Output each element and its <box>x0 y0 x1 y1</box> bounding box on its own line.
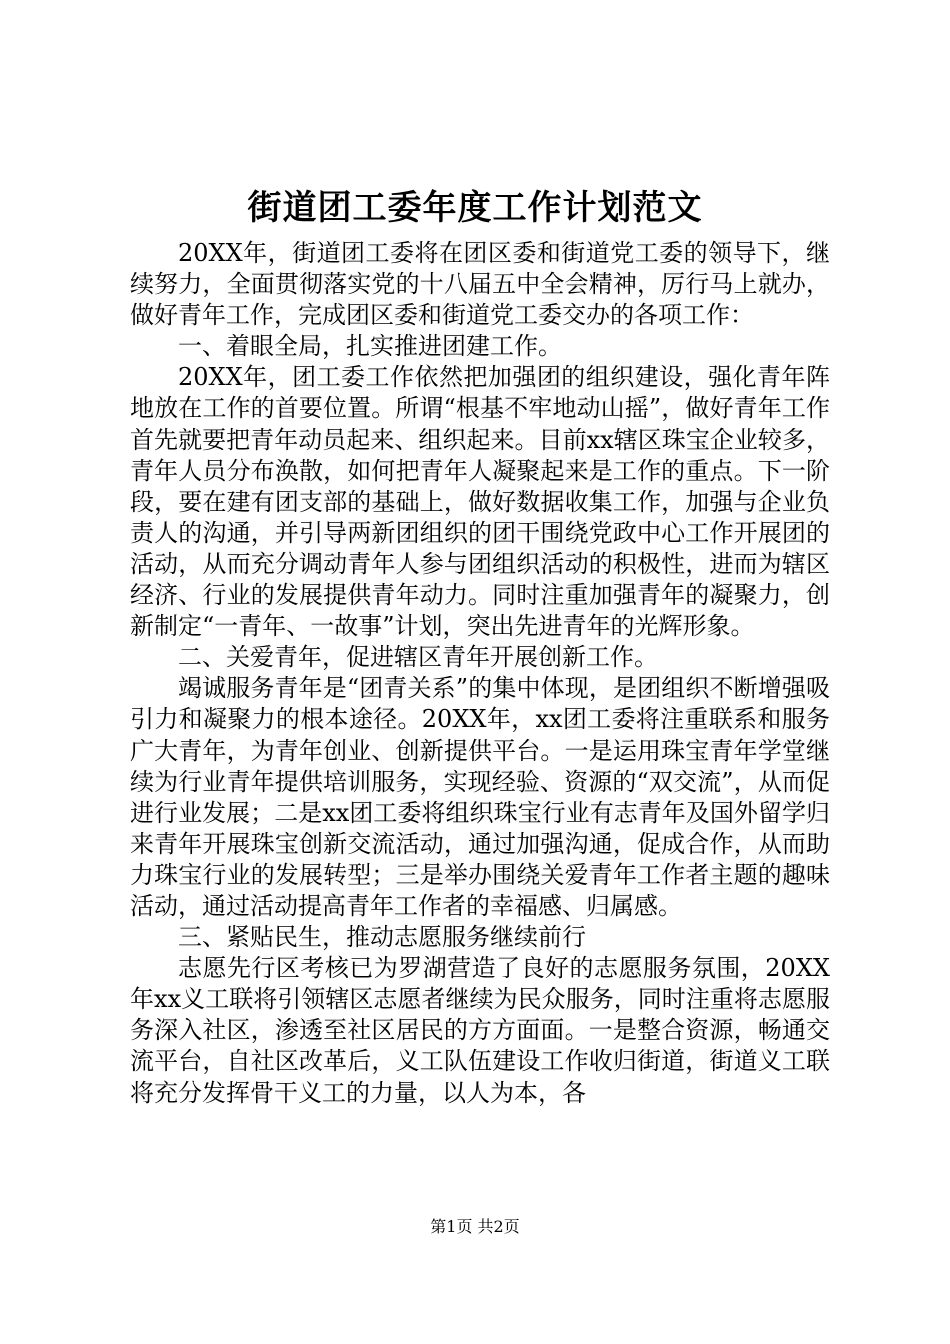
paragraph-section-1: 20XX年，团工委工作依然把加强团的组织建设，强化青年阵地放在工作的首要位置。所谓“根基不牢地动山摇”，做好青年工作首先就要把青年动员起来、组织起来。目前xx辖区珠宝企业较多，青年人员分布涣散，如何把青年人凝聚起来是工作的重点。下一阶段，要在建有团支部的基础上，做好数据收集工作，加强与企业负责人的沟通，并引导两新团组织的团干围绕党政中心工作开展团的活动，从而充分调动青年人参与团组织活动的积极性，进而为辖区经济、行业的发展提供青年动力。同时注重加强青年的凝聚力，创新制定“一青年、一故事”计划，突出先进青年的光辉形象。 <box>130 363 830 641</box>
paragraph-intro: 20XX年，街道团工委将在团区委和街道党工委的领导下，继续努力，全面贯彻落实党的十八届五中全会精神，厉行马上就办，做好青年工作，完成团区委和街道党工委交办的各项工作： <box>130 239 830 330</box>
page-footer: 第1页 共2页 <box>430 1217 520 1236</box>
paragraph-section-2: 竭诚服务青年是“团青关系”的集中体现，是团组织不断增强吸引力和凝聚力的根本途径。20XX年，xx团工委将注重联系和服务广大青年，为青年创业、创新提供平台。一是运用珠宝青年学堂继续为行业青年提供培训服务，实现经验、资源的“双交流”，从而促进行业发展；二是xx团工委将组织珠宝行业有志青年及国外留学归来青年开展珠宝创新交流活动，通过加强沟通，促成合作，从而助力珠宝行业的发展转型；三是举办围绕关爱青年工作者主题的趣味活动，通过活动提高青年工作者的幸福感、归属感。 <box>130 674 830 920</box>
section-heading-1: 一、着眼全局，扎实推进团建工作。 <box>178 332 562 361</box>
section-heading-2: 二、关爱青年，促进辖区青年开展创新工作。 <box>178 643 658 672</box>
document-title: 街道团工委年度工作计划范文 <box>247 188 703 228</box>
paragraph-section-3: 志愿先行区考核已为罗湖营造了良好的志愿服务氛围，20XX年xx义工联将引领辖区志愿者继续为民众服务，同时注重将志愿服务深入社区，渗透至社区居民的方方面面。一是整合资源，畅通交流平台，自社区改革后，义工队伍建设工作收归街道，街道义工联将充分发挥骨干义工的力量，以人为本，各 <box>130 954 830 1107</box>
document-body <box>130 238 830 1109</box>
section-heading-3: 三、紧贴民生，推动志愿服务继续前行 <box>178 923 586 952</box>
